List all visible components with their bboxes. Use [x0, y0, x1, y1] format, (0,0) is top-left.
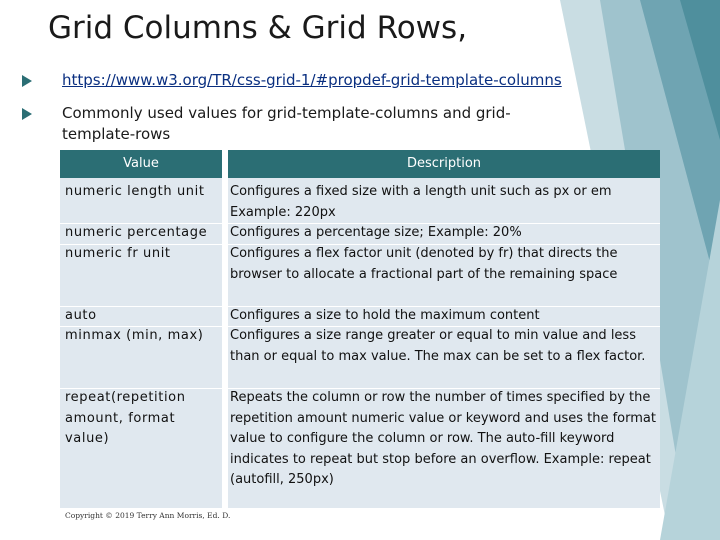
copyright-notice: Copyright © 2019 Terry Ann Morris, Ed. D.	[65, 511, 231, 520]
header-description: Description	[406, 156, 482, 171]
bullet-text: Commonly used values for grid-template-columns and grid-template-rows	[62, 104, 511, 143]
table-cell-value: minmax (min, max)	[65, 328, 204, 343]
table-cell-description: Configures a flex factor unit (denoted by fr) that directs the browser to allocate a fractional part of the remaining space	[230, 246, 618, 282]
table-cell-value: auto	[65, 308, 97, 323]
values-table	[60, 150, 660, 508]
slide-title: Grid Columns & Grid Rows,	[48, 10, 468, 46]
spec-link[interactable]: https://www.w3.org/TR/css-grid-1/#propdef-grid-template-columns	[62, 71, 562, 89]
bullet-triangle-icon	[22, 75, 32, 87]
bullet-triangle-icon	[22, 108, 32, 120]
table-cell-value: numeric percentage	[65, 225, 208, 240]
table-header	[60, 150, 660, 178]
table-cell-description: Repeats the column or row the number of times specified by the repetition amount numeric value or keyword and uses the format value to configure the column or row. The auto-fill keyword indicates to repeat but stop before an overflow. Example: repeat (autofill, 250px)	[230, 390, 656, 488]
table-cell-value: numeric length unit	[65, 184, 205, 199]
table-cell-value: repeat(repetition amount, format value)	[65, 390, 186, 447]
table-cell-description: Configures a fixed size with a length unit such as px or em Example: 220px	[230, 184, 612, 220]
table-cell-description: Configures a percentage size; Example: 20%	[230, 225, 522, 240]
table-cell-value: numeric fr unit	[65, 246, 171, 261]
table-cell-description: Configures a size range greater or equal to min value and less than or equal to max value. The max can be set to a flex factor.	[230, 328, 646, 364]
header-value: Value	[123, 156, 159, 171]
table-cell-description: Configures a size to hold the maximum content	[230, 308, 540, 323]
